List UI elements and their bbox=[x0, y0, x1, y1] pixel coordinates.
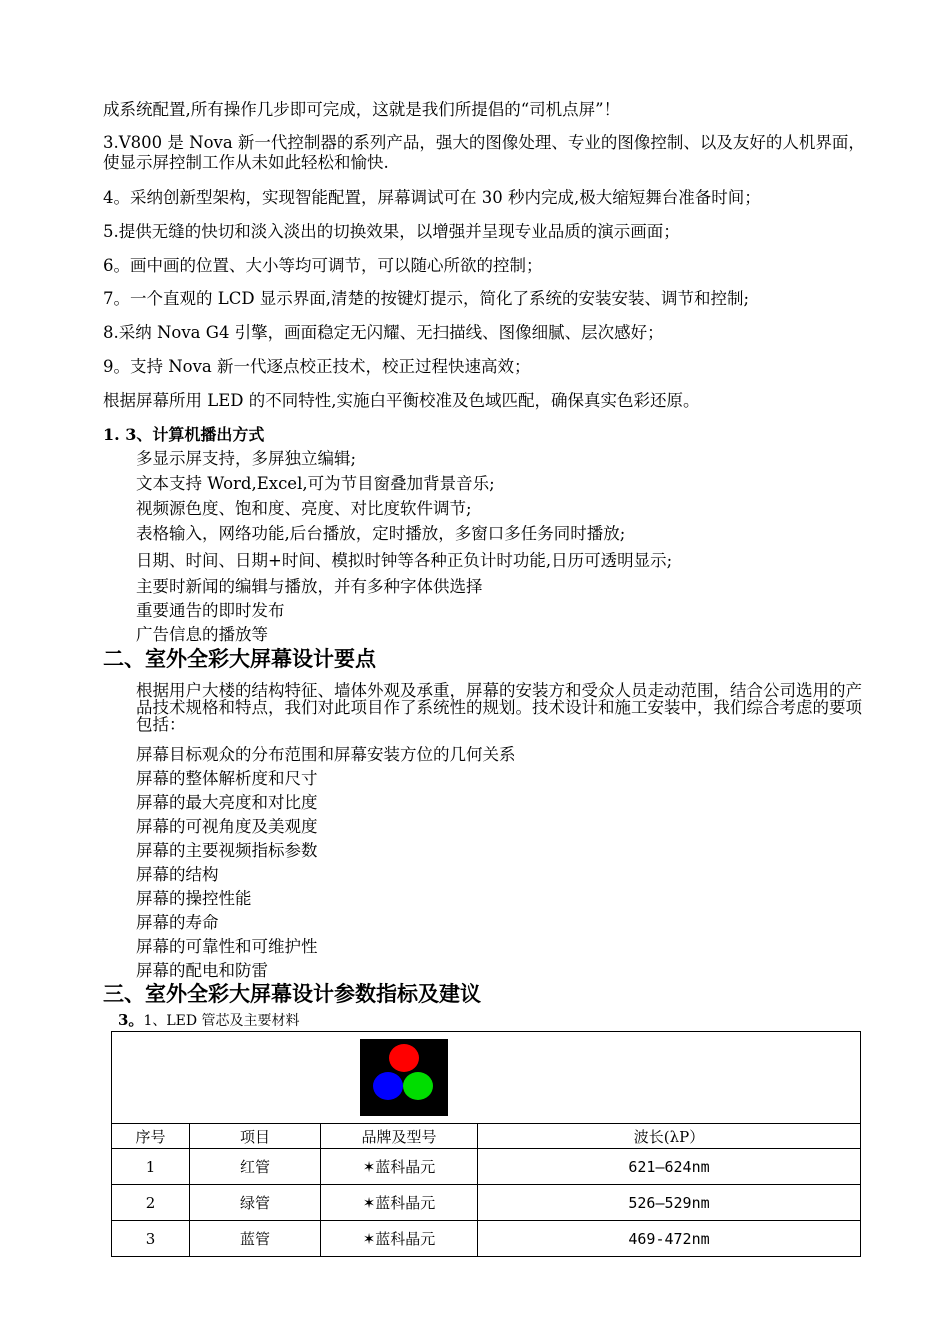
section-2-intro: 根据用户大楼的结构特征、墙体外观及承重，屏幕的安装方和受众人员走动范围，结合公司选用的产品技术规格和特点，我们对此项目作了系统性的规划。技术设计和施工安装中，我们综合考虑的要项包括： bbox=[136, 681, 862, 734]
list-item: 屏幕的可靠性和可维护性 bbox=[136, 937, 318, 956]
red-led-dot bbox=[389, 1044, 419, 1072]
green-led-dot bbox=[403, 1072, 433, 1100]
cell-item: 蓝管 bbox=[190, 1221, 321, 1257]
column-header: 项目 bbox=[190, 1124, 321, 1149]
list-item: 屏幕的可视角度及美观度 bbox=[136, 817, 318, 836]
column-header: 序号 bbox=[112, 1124, 190, 1149]
caption-text: 1、LED 管芯及主要材料 bbox=[143, 1013, 300, 1029]
list-item: 屏幕的主要视频指标参数 bbox=[136, 841, 318, 860]
list-item: 表格输入，网络功能,后台播放，定时播放，多窗口多任务同时播放; bbox=[136, 524, 626, 543]
list-item: 屏幕的结构 bbox=[136, 865, 219, 884]
cell-wavelength: 469-472nm bbox=[478, 1221, 861, 1257]
intro-line-6: 7。一个直观的 LCD 显示界面,清楚的按键灯提示，简化了系统的安装安装、调节和控制; bbox=[103, 289, 750, 308]
cell-wavelength: 621—624nm bbox=[478, 1149, 861, 1185]
cell-brand: ✶蓝科晶元 bbox=[321, 1149, 478, 1185]
table-row bbox=[112, 1149, 861, 1185]
cell-brand: ✶蓝科晶元 bbox=[321, 1221, 478, 1257]
section-2-heading: 二、室外全彩大屏幕设计要点 bbox=[103, 647, 376, 671]
table-row bbox=[112, 1185, 861, 1221]
intro-line-3: 4。采纳创新型架构，实现智能配置，屏幕调试可在 30 秒内完成,极大缩短舞台准备时间； bbox=[103, 188, 761, 207]
intro-line-9: 根据屏幕所用 LED 的不同特性,实施白平衡校准及色域匹配，确保真实色彩还原。 bbox=[103, 391, 700, 410]
list-item: 屏幕的整体解析度和尺寸 bbox=[136, 769, 318, 788]
cell-wavelength: 526—529nm bbox=[478, 1185, 861, 1221]
cell-brand: ✶蓝科晶元 bbox=[321, 1185, 478, 1221]
cell-index: 3 bbox=[112, 1221, 190, 1257]
cell-index: 2 bbox=[112, 1185, 190, 1221]
table-image-row bbox=[112, 1032, 861, 1124]
list-item: 重要通告的即时发布 bbox=[136, 601, 285, 620]
list-item: 屏幕的最大亮度和对比度 bbox=[136, 793, 318, 812]
column-header: 品牌及型号 bbox=[321, 1124, 478, 1149]
list-item: 视频源色度、饱和度、亮度、对比度软件调节; bbox=[136, 499, 472, 518]
intro-line-2: 3.V800 是 Nova 新一代控制器的系列产品，强大的图像处理、专业的图像控制、以及友好的人机界面，使显示屏控制工作从未如此轻松和愉快. bbox=[103, 133, 865, 172]
table-caption bbox=[118, 1011, 300, 1030]
led-spec-table bbox=[111, 1031, 861, 1257]
table-header-row bbox=[112, 1124, 861, 1149]
intro-line-4: 5.提供无缝的快切和淡入淡出的切换效果，以增强并呈现专业品质的演示画面； bbox=[103, 222, 680, 241]
list-item: 屏幕的操控性能 bbox=[136, 889, 252, 908]
list-item: 日期、时间、日期+时间、模拟时钟等各种正负计时功能,日历可透明显示; bbox=[136, 551, 673, 570]
section-3-heading: 三、室外全彩大屏幕设计参数指标及建议 bbox=[103, 982, 481, 1006]
list-item: 屏幕的寿命 bbox=[136, 913, 219, 932]
intro-line-5: 6。画中画的位置、大小等均可调节，可以随心所欲的控制； bbox=[103, 256, 543, 275]
cell-item: 绿管 bbox=[190, 1185, 321, 1221]
blue-led-dot bbox=[373, 1072, 403, 1100]
intro-line-1: 成系统配置,所有操作几步即可完成，这就是我们所提倡的“司机点屏”！ bbox=[103, 100, 621, 119]
intro-line-8: 9。支持 Nova 新一代逐点校正技术，校正过程快速高效； bbox=[103, 357, 531, 376]
list-item: 主要时新闻的编辑与播放，并有多种字体供选择 bbox=[136, 577, 483, 596]
table-row bbox=[112, 1221, 861, 1257]
intro-line-7: 8.采纳 Nova G4 引擎，画面稳定无闪耀、无扫描线、图像细腻、层次感好； bbox=[103, 323, 664, 342]
caption-number: 3。 bbox=[118, 1011, 144, 1029]
list-item: 文本支持 Word,Excel,可为节目窗叠加背景音乐; bbox=[136, 474, 495, 493]
list-item: 屏幕的配电和防雷 bbox=[136, 961, 268, 980]
list-item: 广告信息的播放等 bbox=[136, 625, 268, 644]
cell-item: 红管 bbox=[190, 1149, 321, 1185]
section-1-3-heading: 1. 3、计算机播出方式 bbox=[103, 425, 265, 444]
column-header: 波长(λP） bbox=[478, 1124, 861, 1149]
image-cell bbox=[112, 1032, 861, 1124]
rgb-led-image bbox=[360, 1039, 448, 1116]
list-item: 屏幕目标观众的分布范围和屏幕安装方位的几何关系 bbox=[136, 745, 516, 764]
cell-index: 1 bbox=[112, 1149, 190, 1185]
list-item: 多显示屏支持，多屏独立编辑; bbox=[136, 449, 357, 468]
